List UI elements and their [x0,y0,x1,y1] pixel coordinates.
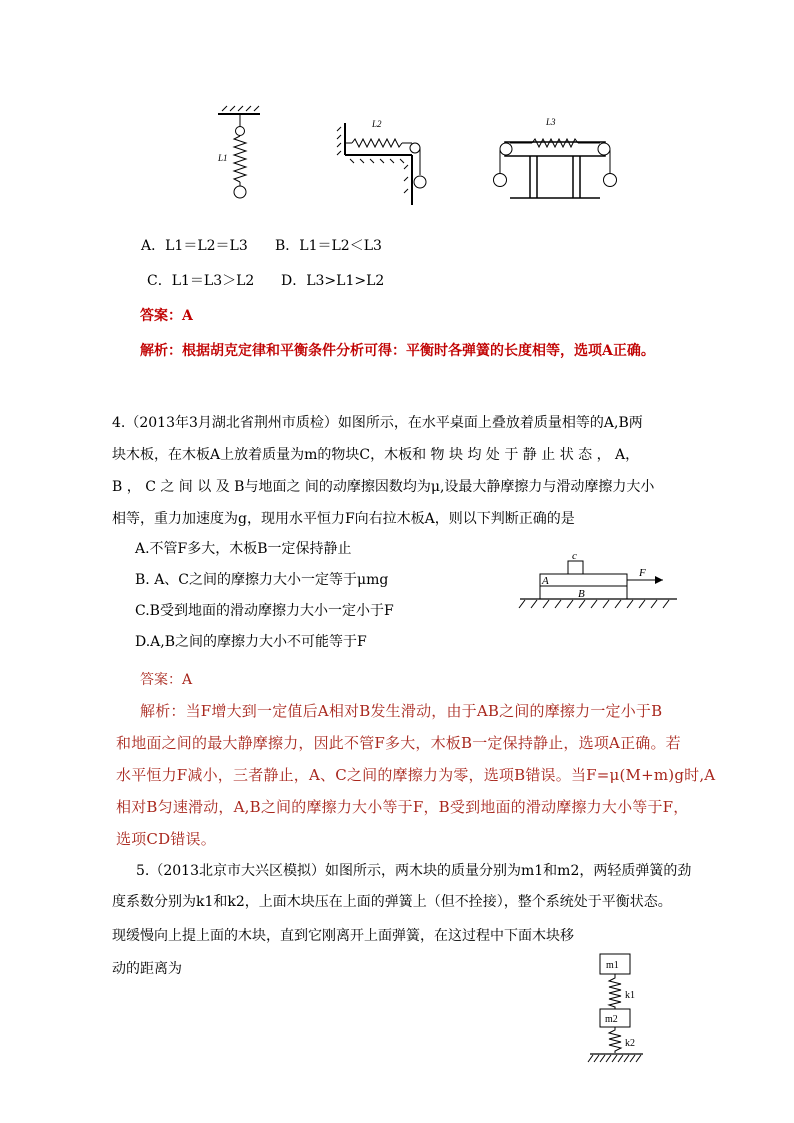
q4-fig-label-f: F [639,567,646,579]
figure-table-spring [494,117,617,198]
label-l1: L1 [218,153,228,163]
q4-stem-line-3: B ， C 之 间 以 及 B与地面之 间的动摩擦因数均为μ,设最大静摩擦力与滑动摩擦力大小 [112,479,655,495]
q5-stem-line-3: 现缓慢向上提上面的木块，直到它刚离开上面弹簧，在这过程中下面木块移 [112,928,574,944]
q5-stem-line-1: 5.（2013北京市大兴区模拟）如图所示，两木块的质量分别为m1和m2，两轻质弹簧的劲 [136,863,692,879]
q5-fig-label-k1: k1 [625,990,635,1001]
q4-option-b: B. A、C之间的摩擦力大小一定等于μmg [135,572,389,588]
q4-stem-line-4: 相等，重力加速度为g，现用水平恒力F向右拉木板A，则以下判断正确的是 [112,511,575,527]
q4-analysis-line-5: 选项CD错误。 [116,830,216,848]
q4-option-c: C.B受到地面的滑动摩擦力大小一定小于F [135,603,394,619]
figure-pulley-spring [337,119,426,205]
spring-figures [200,105,620,215]
q3-analysis: 解析：根据胡克定律和平衡条件分析可得：平衡时各弹簧的长度相等，选项A正确。 [140,343,655,359]
q5-fig-label-m2: m2 [605,1014,618,1025]
q4-fig-label-a: A [542,575,549,587]
q4-stem-line-2: 块木板，在木板A上放着质量为m的物块C，木板和 物 块 均 处 于 静 止 状 态 ， A， [112,447,640,463]
q5-stem-line-4: 动的距离为 [112,961,182,977]
q5-stem-line-2: 度系数分别为k1和k2，上面木块压在上面的弹簧上（但不拴接），整个系统处于平衡状态。 [112,894,672,910]
label-l3: L3 [546,117,556,127]
figure-hanging-spring [217,106,260,198]
q4-analysis-line-1: 解析：当F增大到一定值后A相对B发生滑动，由于AB之间的摩擦力一定小于B [140,702,663,720]
q4-option-a: A.不管F多大，木板B一定保持静止 [135,541,352,557]
q4-fig-label-c: c [572,550,577,562]
q5-fig-label-k2: k2 [625,1038,635,1049]
q4-option-d: D.A,B之间的摩擦力大小不可能等于F [135,634,367,650]
label-l2: L2 [372,119,382,129]
q4-fig-label-b: B [578,588,585,600]
q4-analysis-line-4: 相对B匀速滑动，A,B之间的摩擦力大小等于F，B受到地面的滑动摩擦力大小等于F， [116,798,689,816]
q5-spring-figure [585,950,665,1070]
q4-stem-line-1: 4.（2013年3月湖北省荆州市质检）如图所示，在水平桌面上叠放着质量相等的A,B两 [112,415,643,431]
q5-fig-label-m1: m1 [606,960,619,971]
q4-analysis-line-3: 水平恒力F减小，三者静止，A、C之间的摩擦力为零，选项B错误。当F=μ(M+m)g时,A [116,766,716,784]
q3-option-a: A．L1＝L2＝L3 [141,238,248,254]
q3-option-b: B．L1＝L2＜L3 [275,238,382,254]
q3-option-c: C．L1＝L3＞L2 [147,273,255,289]
q4-block-figure [515,548,685,618]
q3-option-d: D．L3>L1>L2 [281,273,385,289]
q4-answer: 答案：A [140,672,193,688]
q3-answer: 答案：A [140,308,193,324]
q4-analysis-line-2: 和地面之间的最大静摩擦力，因此不管F多大，木板B一定保持静止，选项A正确。若 [116,734,681,752]
